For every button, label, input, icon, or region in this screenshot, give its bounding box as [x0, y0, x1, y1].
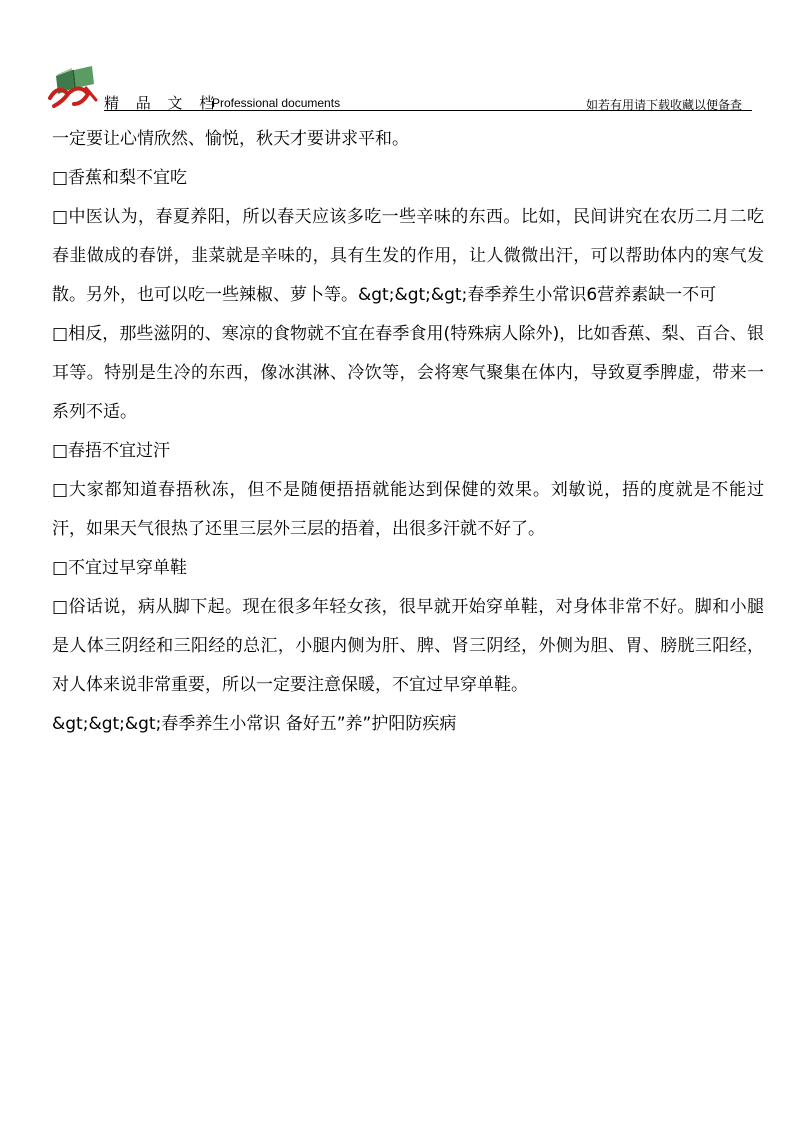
book-logo-icon [46, 54, 100, 108]
paragraph: □大家都知道春捂秋冻，但不是随便捂捂就能达到保健的效果。刘敏说，捂的度就是不能过汗，如果天气很热了还里三层外三层的捂着，出很多汗就不好了。 [52, 480, 764, 539]
paragraph: □相反，那些滋阴的、寒凉的食物就不宜在春季食用(特殊病人除外)，比如香蕉、梨、百合、银耳等。特别是生冷的东西，像冰淇淋、冷饮等，会将寒气聚集在体内，导致夏季脾虚，带来一系列不适。 [52, 324, 764, 422]
section-heading: □春捂不宜过汗 [52, 441, 171, 461]
paragraph-link-text: &gt;&gt;&gt;春季养生小常识 备好五”养”护阳防疾病 [52, 714, 457, 734]
header-note: 如若有用请下载收藏以便备查 [586, 98, 743, 112]
header-title: 精 品 文 档 [104, 94, 221, 112]
paragraph: □中医认为，春夏养阳，所以春天应该多吃一些辛味的东西。比如，民间讲究在农历二月二吃春韭做成的春饼，韭菜就是辛味的，具有生发的作用，让人微微出汗，可以帮助体内的寒气发散。另外，也可以吃一些辣椒、萝卜等。&gt;&gt;&gt;春季养生小常识6营养素缺一不可 [52, 207, 764, 305]
paragraph: □俗话说，病从脚下起。现在很多年轻女孩，很早就开始穿单鞋，对身体非常不好。脚和小腿是人体三阴经和三阳经的总汇，小腿内侧为肝、脾、肾三阴经，外侧为胆、胃、膀胱三阳经，对人体来说非常重要，所以一定要注意保暖，不宜过早穿单鞋。 [52, 597, 764, 695]
section-heading: □香蕉和梨不宜吃 [52, 168, 188, 188]
header-divider [104, 110, 752, 111]
document-body [52, 120, 764, 744]
header-subtitle: Professional documents [212, 96, 341, 110]
page-header [0, 0, 794, 115]
paragraph: 一定要让心情欣然、愉悦，秋天才要讲求平和。 [52, 129, 409, 149]
section-heading: □不宜过早穿单鞋 [52, 558, 188, 578]
